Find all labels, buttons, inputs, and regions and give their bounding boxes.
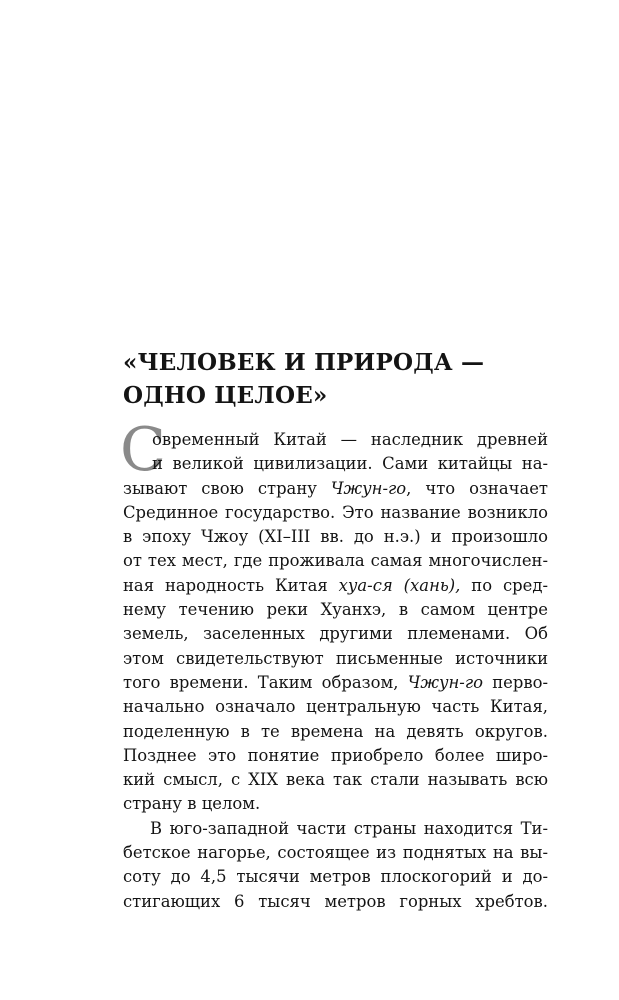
text-line: Позднее это понятие приобрело более широ- xyxy=(123,745,548,765)
text-run: перво- xyxy=(482,672,548,692)
paragraph-2 xyxy=(123,817,548,914)
text-line: кий смысл, с XIX века так стали называть всю xyxy=(123,770,548,790)
text-line: этом свидетельствуют письменные источники xyxy=(123,648,548,668)
text-line: стигающих 6 тысяч метров горных хребтов. xyxy=(123,891,548,911)
chapter-title-line: ОДНО ЦЕЛОЕ» xyxy=(123,382,328,409)
text-line: соту до 4,5 тысячи метров плоскогорий и до- xyxy=(123,867,548,887)
text-line: начально означало центральную часть Китая, xyxy=(123,697,548,717)
text-line: и великой цивилизации. Сами китайцы на- xyxy=(152,454,548,474)
text-run: , что означает xyxy=(406,478,548,498)
text-line: земель, заселенных другими племенами. Об xyxy=(123,624,548,644)
text-line xyxy=(123,574,548,598)
text-run: по сред- xyxy=(460,575,548,595)
text-line xyxy=(123,671,548,695)
paragraph-1 xyxy=(123,428,548,817)
text-line: от тех мест, где проживала самая многочислен- xyxy=(123,551,548,571)
text-line: нему течению реки Хуанхэ, в самом центре xyxy=(123,600,548,620)
text-line: овременный Китай — наследник древней xyxy=(152,430,548,449)
text-line: Срединное государство. Это название возникло xyxy=(123,502,548,522)
text-run: ная народность Китая xyxy=(123,575,339,595)
text-line: в эпоху Чжоу (XI–III вв. до н.э.) и произошло xyxy=(123,527,548,547)
chapter-title-line: «ЧЕЛОВЕК И ПРИРОДА — xyxy=(123,349,485,376)
chapter-title xyxy=(123,346,543,412)
text-line: страну в целом. xyxy=(123,794,261,814)
text-line xyxy=(123,477,548,501)
text-line: бетское нагорье, состоящее из поднятых на вы- xyxy=(123,843,548,863)
italic-term: Чжун-го xyxy=(330,478,407,498)
text-run: зывают свою страну xyxy=(123,478,331,498)
italic-term: хуа-ся (хань), xyxy=(338,575,461,595)
italic-term: Чжун-го xyxy=(407,672,483,692)
body-text xyxy=(123,428,548,914)
text-line: В юго-западной части страны находится Ти- xyxy=(150,818,548,838)
drop-cap: С xyxy=(120,415,166,485)
text-line: поделенную в те времена на девять округов. xyxy=(123,721,548,741)
text-run: того времени. Таким образом, xyxy=(123,672,408,692)
